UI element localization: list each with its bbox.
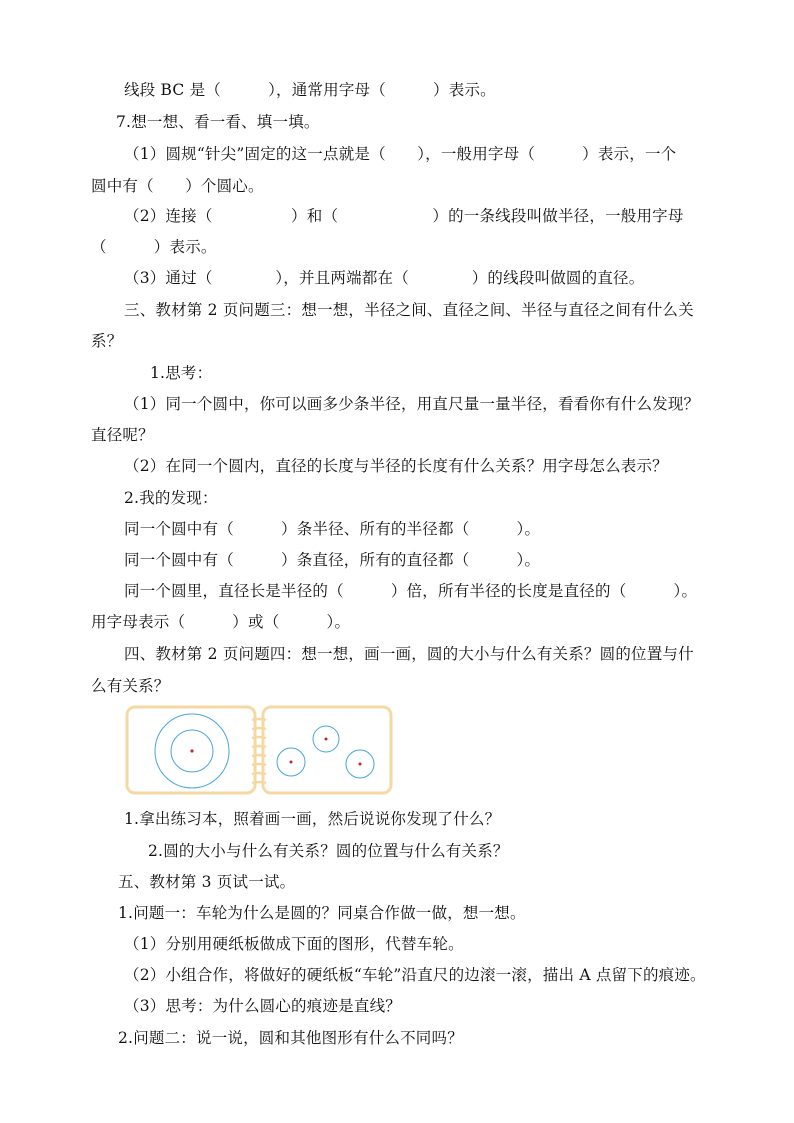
text-line: （2）小组合作，将做好的硬纸板“车轮”沿直尺的边滚一滚，描出 A 点留下的痕迹。 <box>124 966 706 984</box>
text-line: 同一个圆中有（ ）条直径，所有的直径都（ ）。 <box>124 551 541 569</box>
text-line: 用字母表示（ ）或（ ）。 <box>91 613 351 631</box>
text-line: 7.想一想、看一看、填一填。 <box>116 113 320 131</box>
text-line: （3）通过（ ），并且两端都在（ ）的线段叫做圆的直径。 <box>124 269 645 287</box>
text-line: 系？ <box>91 332 123 350</box>
right-notebook-page <box>263 707 391 793</box>
center-dot <box>325 738 328 741</box>
text-line: 同一个圆里，直径长是半径的（ ）倍，所有半径的长度是直径的（ ）。 <box>124 582 698 600</box>
text-line: （1）分别用硬纸板做成下面的图形，代替车轮。 <box>124 935 464 953</box>
text-line: 圆中有（ ）个圆心。 <box>91 177 264 195</box>
center-dot <box>190 749 193 752</box>
text-line: （ ）表示。 <box>91 238 217 256</box>
notebook-circles-figure <box>124 704 394 796</box>
text-line: （2）连接（ ）和（ ）的一条线段叫做半径，一般用字母 <box>124 207 684 225</box>
text-line: 么有关系？ <box>91 677 170 695</box>
text-line: （1）同一个圆中，你可以画多少条半径，用直尺量一量半径，看看你有什么发现？ <box>124 395 700 413</box>
text-line: 同一个圆中有（ ）条半径、所有的半径都（ ）。 <box>124 520 541 538</box>
center-dot <box>359 763 362 766</box>
text-line: 直径呢？ <box>91 426 154 444</box>
text-line: （3）思考：为什么圆心的痕迹是直线？ <box>124 997 401 1015</box>
text-line: 2.我的发现： <box>124 489 218 507</box>
text-line: 三、教材第 2 页问题三：想一想，半径之间、直径之间、半径与直径之间有什么关 <box>124 301 694 319</box>
text-line: 四、教材第 2 页问题四：想一想，画一画，圆的大小与什么有关系？圆的位置与什 <box>124 645 694 663</box>
text-line: （2）在同一个圆内，直径的长度与半径的长度有什么关系？用字母怎么表示？ <box>124 457 668 475</box>
text-line: 1.思考： <box>150 364 213 382</box>
text-line: 2.问题二：说一说，圆和其他图形有什么不同吗？ <box>118 1029 463 1047</box>
center-dot <box>290 761 293 764</box>
text-line: 五、教材第 3 页试一试。 <box>118 873 296 891</box>
text-line: （1）圆规“针尖”固定的这一点就是（ ），一般用字母（ ）表示，一个 <box>124 145 677 163</box>
text-line: 2.圆的大小与什么有关系？圆的位置与什么有关系？ <box>148 842 509 860</box>
text-line: 1.拿出练习本，照着画一画，然后说说你发现了什么？ <box>124 810 501 828</box>
text-line: 1.问题一：车轮为什么是圆的？同桌合作做一做，想一想。 <box>118 904 526 922</box>
text-line: 线段 BC 是（ ），通常用字母（ ）表示。 <box>124 81 496 99</box>
